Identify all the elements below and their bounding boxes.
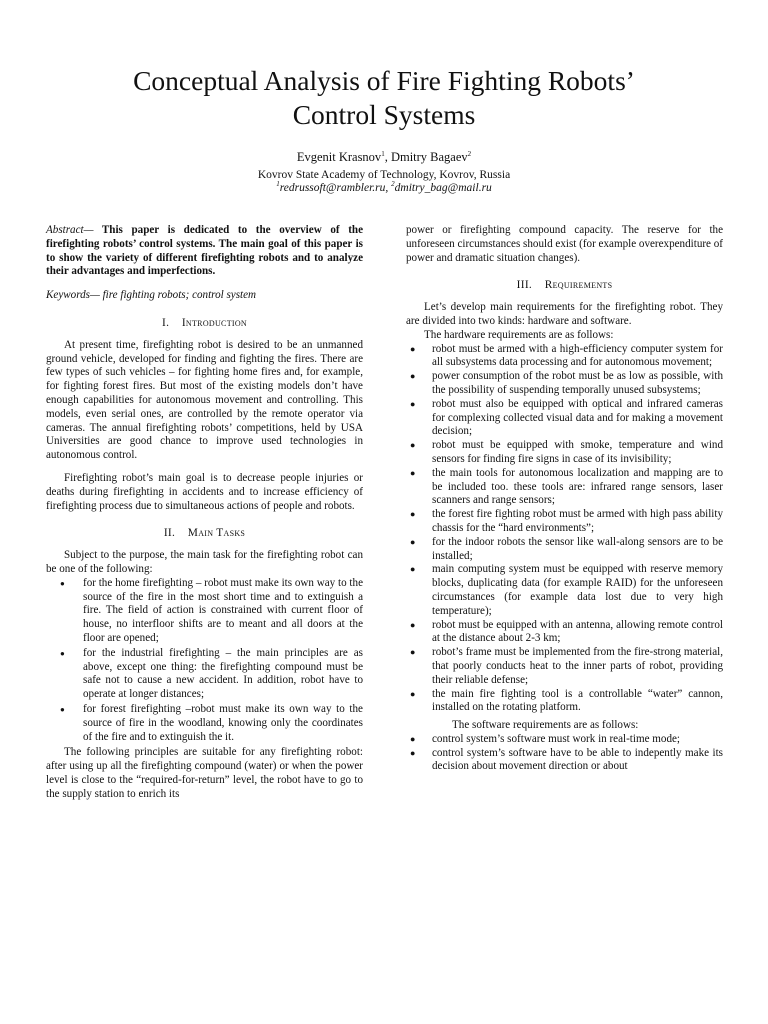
list-item: ● robot must be equipped with smoke, temperature and wind sensors for finding fire signs in case of its invisibility; bbox=[406, 439, 723, 467]
list-item: ● the forest fire fighting robot must be armed with high pass ability chassis for the “hard environments”; bbox=[406, 508, 723, 536]
author-separator: , Dmitry Bagaev bbox=[384, 150, 468, 164]
email-2: dmitry_bag@mail.ru bbox=[394, 182, 492, 194]
section-title: Introduction bbox=[181, 316, 247, 329]
email-2-sup: 2 bbox=[391, 180, 395, 189]
section-heading-main-tasks bbox=[46, 527, 363, 541]
abstract-label: Abstract— bbox=[46, 224, 94, 236]
list-item: ● for forest firefighting –robot must make its own way to the source of fire in the woodland, knowing only the coordinates of the fire and to extinguish the it. bbox=[46, 703, 363, 744]
title-line-1: Conceptual Analysis of Fire Fighting Robots’ bbox=[133, 65, 635, 96]
section-title: Requirements bbox=[544, 279, 613, 292]
section-title: Main Tasks bbox=[187, 527, 246, 540]
author-1: Evgenit Krasnov bbox=[296, 150, 382, 164]
keywords: Keywords— fire fighting robots; control system bbox=[46, 289, 257, 302]
software-intro: The software requirements are as follows: bbox=[452, 719, 639, 732]
abstract bbox=[46, 224, 363, 279]
section-heading-requirements bbox=[406, 279, 723, 293]
list-item: ● robot must be equipped with an antenna, allowing remote control at the distance about 2-3 km; bbox=[406, 619, 723, 647]
list-item: ● robot’s frame must be implemented from the fire-strong material, that poorly conducts heat to the inner parts of robot, providing their reliable defense; bbox=[406, 646, 723, 687]
hardware-intro: The hardware requirements are as follows: bbox=[424, 328, 614, 341]
tasks-intro: Subject to the purpose, the main task for the firefighting robot can be one of the following: bbox=[46, 549, 363, 575]
list-item: ● for the indoor robots the sensor like wall-along sensors are to be installed; bbox=[406, 536, 723, 564]
list-item: ● the main fire fighting tool is a controllable “water” cannon, installed on the rotating platform. bbox=[406, 688, 723, 716]
right-column bbox=[406, 224, 723, 778]
list-item: ● robot must also be equipped with optical and infrared cameras for complexing collected visual data and for making a movement decision; bbox=[406, 398, 723, 439]
principles-paragraph: The following principles are suitable for any firefighting robot: after using up all the firefighting compound (water) or when the power level is close to the “required-for-return” level, the robot have to go to the supply station to enrich its bbox=[46, 746, 363, 800]
section-heading-introduction bbox=[46, 317, 363, 331]
title-line-2: Control Systems bbox=[292, 99, 476, 130]
continued-paragraph: power or firefighting compound capacity. The reserve for the unforeseen circumstances should exist (for example overexpenditure of power and dramatic situation changes). bbox=[406, 224, 723, 264]
list-item: ● for the home firefighting – robot must make its own way to the source of the fire in the most short time and to extinguish a fire. The field of action is constrained with current floor of house, no interfloor shifts are to meant and all doors at the floor are opened; bbox=[46, 577, 363, 646]
author-1-sup: 1 bbox=[381, 149, 385, 158]
intro-paragraph-2: Firefighting robot’s main goal is to decrease people injuries or deaths during firefighting in accidents and to increase efficiency of firefighting process due to simultaneous actions of people and robots. bbox=[46, 471, 363, 512]
section-number: I. bbox=[161, 316, 170, 329]
email-1: redrussoft@rambler.ru bbox=[279, 182, 386, 194]
list-item: ● main computing system must be equipped with reserve memory blocks, duplicating data (for example RAID) for the unforeseen circumstances (for example data lost due to very high temperature); bbox=[406, 563, 723, 618]
section-number: III. bbox=[516, 279, 533, 292]
list-item: ● power consumption of the robot must be as low as possible, with the possibility of suspending temporally unused subsystems; bbox=[406, 370, 723, 398]
email-1-sup: 1 bbox=[276, 180, 280, 189]
left-column bbox=[46, 224, 363, 801]
paper-title bbox=[40, 64, 728, 132]
author-2-sup: 2 bbox=[467, 149, 472, 158]
tasks-list bbox=[46, 577, 363, 745]
list-item: ● robot must be armed with a high-efficiency computer system for all subsystems data processing and for autonomous movement; bbox=[406, 343, 723, 371]
abstract-text: This paper is dedicated to the overview of the firefighting robots’ control systems. The main goal of this paper is to show the variety of different firefighting robots and to analyze their advantages and imperfections. bbox=[46, 224, 363, 278]
affiliation: Kovrov State Academy of Technology, Kovrov, Russia bbox=[257, 169, 511, 181]
software-requirements-list bbox=[406, 733, 723, 774]
list-item: ● the main tools for autonomous localization and mapping are to be included too. these tools are: infrared range sensors, laser scanners and range sensors; bbox=[406, 467, 723, 508]
hardware-requirements-list bbox=[406, 343, 723, 716]
requirements-paragraph: Let’s develop main requirements for the firefighting robot. They are divided into two kinds: hardware and software. bbox=[406, 301, 723, 327]
list-item: ● for the industrial firefighting – the main principles are as above, except one thing: the firefighting compound must be safe not to cause a new accident. In addition, robot have to operate at longer distances; bbox=[46, 647, 363, 702]
email-separator: , bbox=[385, 182, 392, 194]
section-number: II. bbox=[163, 527, 176, 540]
intro-paragraph-1: At present time, firefighting robot is desired to be an unmanned ground vehicle, developed for finding and fighting the fires. There are few types of such vehicles – for fighting home fires and, for example, for fighting forest fires. But most of the existing models don’t have enough capabilities for autonomous movement and controlling. This models, even serial ones, are controlled by the remote operator via cameras. The annual firefighting robots’ competitions, held by USA Universities are good chance to improve used technologies in autonomous control. bbox=[46, 338, 363, 462]
list-item: ● control system’s software must work in real-time mode; bbox=[406, 733, 723, 747]
email-list bbox=[0, 181, 768, 195]
list-item: ● control system’s software have to be able to indepently make its decision about movement direction or about bbox=[406, 747, 723, 775]
author-list bbox=[0, 150, 768, 165]
